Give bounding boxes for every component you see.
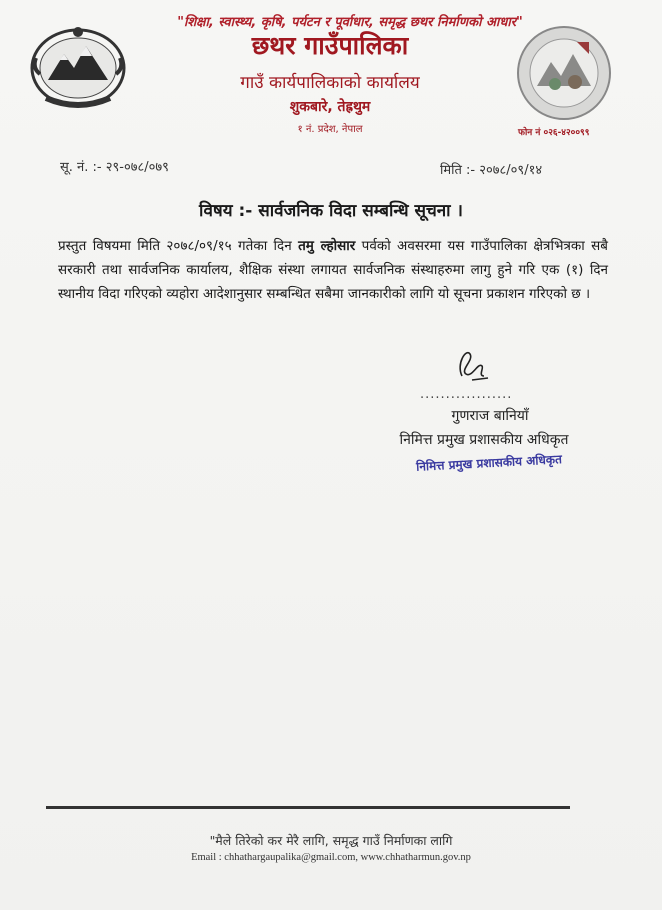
body-text-start: प्रस्तुत विषयमा मिति २०७८/०९/१५ गतेका दिन <box>58 238 299 254</box>
reference-number: सू. नं. :- २९-०७८/०७९ <box>60 160 169 175</box>
body-text-end: पर्वको अवसरमा यस गाउँपालिका क्षेत्रभित्रका सबै सरकारी तथा सार्वजनिक कार्यालय, शैक्षिक संस्था लगायत सार्वजनिक संस्थाहरुमा लागु हुने गरि एक (१) दिन स्थानीय विदा गरिएको व्यहोरा आदेशानुसार सम्बन्धित सबैमा जानकारीको लागि यो सूचना प्रकाशन गरिएको छ । <box>58 238 608 302</box>
nepal-emblem-icon <box>26 24 130 110</box>
signatory-designation: निमित्त प्रमुख प्रशासकीय अधिकृत <box>399 432 569 448</box>
signatory-name: गुणराज बानियाँ <box>451 408 529 424</box>
festival-name: तमु ल्होसार <box>298 238 356 254</box>
footer-slogan: "मैले तिरेको कर मेरै लागि, समृद्ध गाउँ निर्माणका लागि <box>209 833 453 848</box>
footer-divider <box>46 806 570 809</box>
phone-number: फोन नं ०२६-४२००९९ <box>518 128 590 138</box>
organization-name: छथर गाउँपालिका <box>251 31 409 60</box>
office-location: शुकबारे, तेह्रथुम <box>289 99 371 115</box>
designation-stamp: निमित्त प्रमुख प्रशासकीय अधिकृत <box>415 452 563 474</box>
footer-contact: Email : chhathargaupalika@gmail.com, www.chhatharmun.gov.np <box>191 852 471 863</box>
letter-body <box>58 234 608 306</box>
office-name: गाउँ कार्यपालिकाको कार्यालय <box>240 73 420 93</box>
signature-icon <box>448 340 496 388</box>
letter-date: मिति :- २०७८/०९/१४ <box>440 163 543 178</box>
gaupalika-logo-icon <box>515 24 613 122</box>
signature-line: .................. <box>420 387 513 402</box>
motto: "शिक्षा, स्वास्थ्य, कृषि, पर्यटन र पूर्वाधार, समृद्ध छथर निर्माणको आधार" <box>177 15 523 30</box>
letter-subject: विषय :- सार्वजनिक विदा सम्बन्धि सूचना । <box>199 201 463 221</box>
province: १ नं. प्रदेश, नेपाल <box>297 124 363 135</box>
